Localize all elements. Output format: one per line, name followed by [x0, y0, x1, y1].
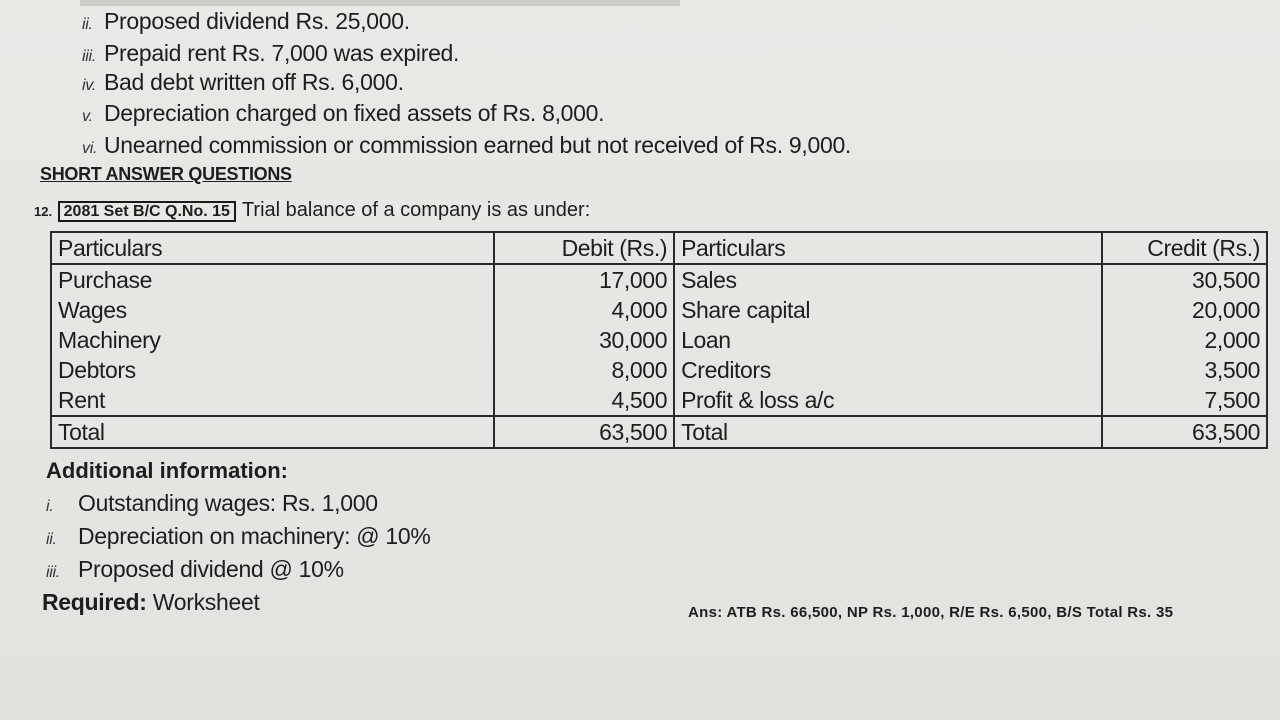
list-number: i. [46, 498, 54, 515]
trial-balance-table [50, 231, 1268, 449]
credit-particular: Creditors [674, 355, 1102, 385]
list-item [46, 490, 378, 517]
header-particulars-debit: Particulars [51, 232, 494, 264]
header-credit: Credit (Rs.) [1102, 232, 1267, 264]
list-number: ii. [46, 531, 57, 548]
credit-particular: Profit & loss a/c [674, 385, 1102, 416]
credit-amount: 7,500 [1102, 385, 1267, 416]
table-row [51, 385, 1267, 416]
section-title: SHORT ANSWER QUESTIONS [40, 164, 292, 184]
credit-particular: Sales [674, 264, 1102, 295]
question-text: Trial balance of a company is as under: [241, 199, 591, 221]
list-text: Depreciation on machinery: @ 10% [78, 523, 431, 549]
list-text: Prepaid rent Rs. 7,000 was expired. [104, 40, 460, 66]
list-number: iii. [82, 48, 96, 65]
table-header-row [51, 232, 1267, 264]
list-number: iii. [46, 564, 60, 581]
question-reference: 2081 Set B/C Q.No. 15 [58, 201, 236, 222]
table-row [51, 355, 1267, 385]
required-line [42, 589, 260, 616]
debit-amount: 4,500 [494, 385, 674, 416]
header-debit: Debit (Rs.) [494, 232, 674, 264]
list-item [46, 523, 431, 550]
debit-particular: Purchase [51, 264, 494, 295]
required-text: Worksheet [152, 589, 260, 615]
required-label: Required: [42, 589, 147, 615]
header-particulars-credit: Particulars [674, 232, 1102, 264]
total-credit: 63,500 [1102, 416, 1267, 448]
list-text: Proposed dividend Rs. 25,000. [104, 8, 410, 34]
list-number: v. [82, 108, 93, 125]
answer-line: Ans: ATB Rs. 66,500, NP Rs. 1,000, R/E Rs. 6,500, B/S Total Rs. 35 [688, 604, 1174, 621]
debit-particular: Machinery [51, 325, 494, 355]
credit-amount: 2,000 [1102, 325, 1267, 355]
total-debit: 63,500 [494, 416, 674, 448]
debit-amount: 4,000 [494, 295, 674, 325]
debit-particular: Debtors [51, 355, 494, 385]
debit-amount: 30,000 [494, 325, 674, 355]
debit-particular: Rent [51, 385, 494, 416]
list-item [82, 100, 604, 127]
debit-amount: 17,000 [494, 264, 674, 295]
list-text: Proposed dividend @ 10% [78, 556, 344, 582]
list-number: ii. [82, 16, 93, 33]
credit-amount: 30,500 [1102, 264, 1267, 295]
table-row [51, 264, 1267, 295]
list-number: vi. [82, 140, 98, 157]
table-row [51, 325, 1267, 355]
question-number: 12. [34, 204, 53, 219]
list-text: Outstanding wages: Rs. 1,000 [78, 490, 378, 516]
credit-particular: Share capital [674, 295, 1102, 325]
list-text: Bad debt written off Rs. 6,000. [104, 69, 404, 95]
list-item [82, 40, 459, 67]
list-item [82, 8, 410, 35]
total-label-debit: Total [51, 416, 494, 448]
list-item [46, 556, 344, 583]
credit-particular: Loan [674, 325, 1102, 355]
list-number: iv. [82, 77, 96, 94]
torn-top-edge [80, 0, 680, 6]
credit-amount: 3,500 [1102, 355, 1267, 385]
list-text: Depreciation charged on fixed assets of Rs. 8,000. [104, 100, 605, 126]
list-item [82, 69, 404, 96]
debit-particular: Wages [51, 295, 494, 325]
question-line [34, 199, 590, 222]
table-row [51, 295, 1267, 325]
total-label-credit: Total [674, 416, 1102, 448]
additional-info-heading: Additional information: [46, 458, 288, 483]
list-item [82, 132, 851, 159]
table-total-row [51, 416, 1267, 448]
list-text: Unearned commission or commission earned but not received of Rs. 9,000. [104, 132, 852, 158]
debit-amount: 8,000 [494, 355, 674, 385]
credit-amount: 20,000 [1102, 295, 1267, 325]
